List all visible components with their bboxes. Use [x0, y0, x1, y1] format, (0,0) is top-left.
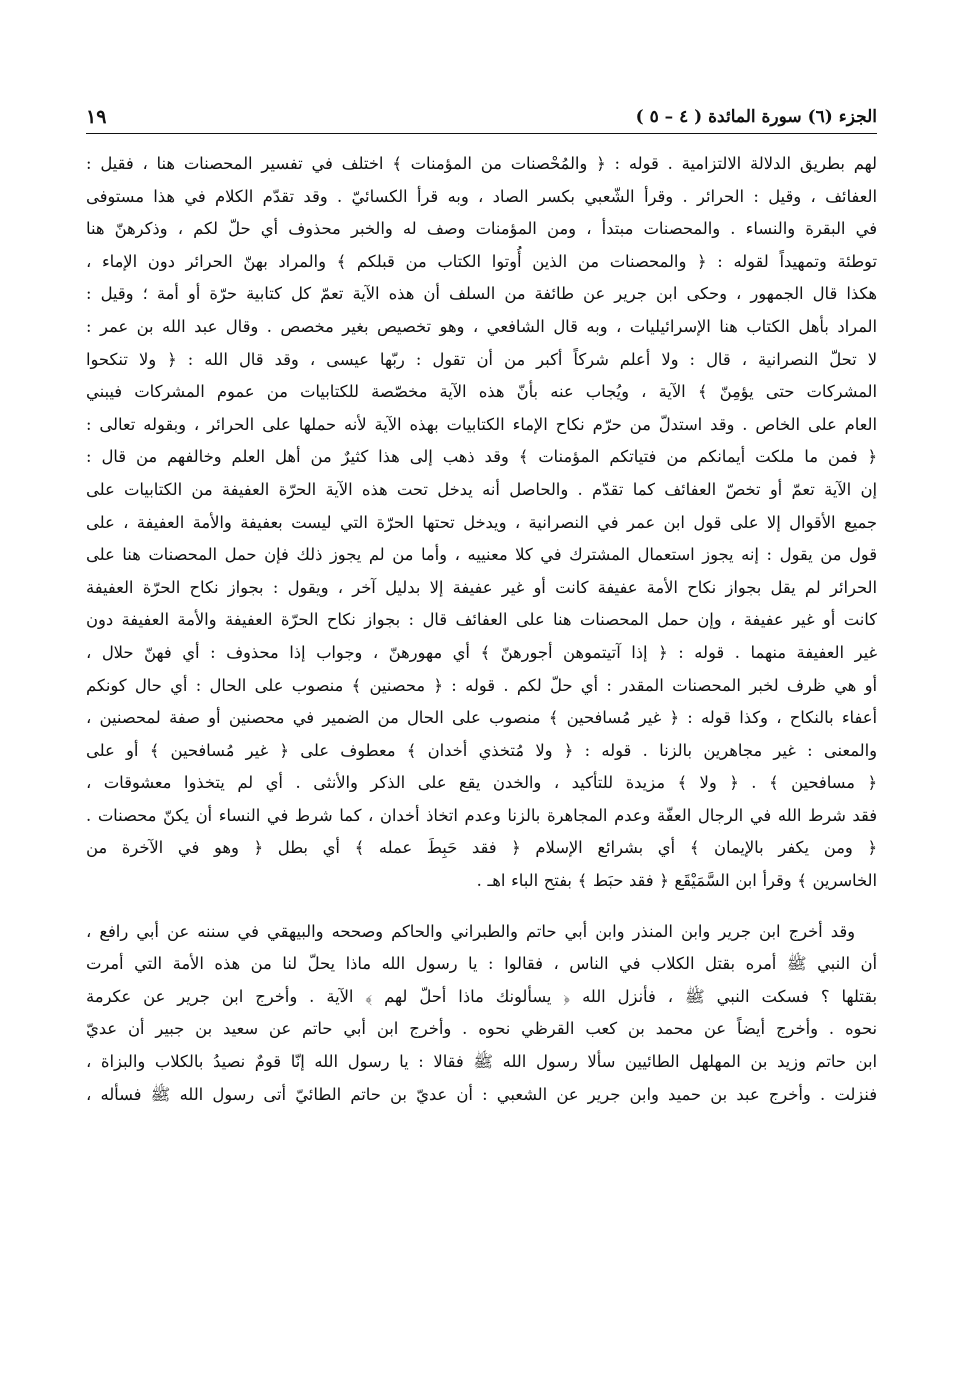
text-line: كانت أو غير عفيفة ، وإن حمل المحصنات هنا على العفائف قال : بجواز نكاح الحرّة العفيفة والأمة العفيفة دون: [86, 610, 877, 630]
text-line: والمعنى : غير مجاهرين بالزنا . قوله : ﴿ ولا مُتخذي أخدان ﴾ معطوف على ﴿ غير مُسافحين ﴾ أو على: [86, 740, 877, 760]
header-title: الجزء (٦) سورة المائدة ( ٤ – ٥ ): [635, 107, 877, 127]
text-line: توطئة وتمهيداً لقوله : ﴿ والمحصنات من الذين أُوتوا الكتاب من قبلكم ﴾ والمراد بهنّ الحرائر دون الإماء ،: [86, 251, 877, 271]
text-line: ﴿ مسافحين ﴾ . ﴿ ولا ﴾ مزيدة للتأكيد ، والخدن يقع على الذكر والأنثى . أي لم يتخذوا معشوقات ،: [86, 773, 877, 793]
page-number: ١٩: [86, 106, 107, 128]
text-line: في البقرة والنساء . والمحصنات مبتدأ ، ومن المؤمنات وصف له والخبر محذوف أي حلّ لكم ، وذكرهنّ هنا: [86, 219, 877, 239]
text-line: هكذا قال الجمهور ، وحكى ابن جرير عن طائفة من السلف أن هذه الآية تعمّ كل كتابية حرّة أو أمة ؛ وقيل :: [86, 284, 877, 304]
text-line: أن النبي ﷺ أمره بقتل الكلاب في الناس ، فقالوا : يا رسول الله ماذا يحلّ لنا من هذه الأمة التي أمرت: [86, 954, 877, 974]
text-line: غير العفيفة منهما . قوله : ﴿ إذا آتيتموهن أجورهنّ ﴾ أي مهورهنّ ، وجواب إذا محذوف : أي فهنّ حلال ،: [86, 642, 877, 662]
text-line: إن الآية تعمّ أو تخصّ العفائف كما تقدّم . والحاصل أنه يدخل تحت هذه الآية الحرّة العفيفة من الكتابيات على: [86, 479, 877, 499]
text-line: المشركات حتى يؤمِنّ ﴾ الآية ، ويُجاب عنه بأنّ هذه الآية مخصّصة للكتابيات من عموم المشركات فيبني: [86, 382, 877, 402]
header-rule: [86, 133, 877, 134]
text-line: قول من يقول : إنه يجوز استعمال المشترك في كلا معنييه ، وأما من لم يجوز ذلك فإن حمل المحصنات هنا على: [86, 545, 877, 565]
text-line: فقد شرط الله في الرجال العفّة وعدم المجاهرة بالزنا وعدم اتخاذ أخدان ، كما شرط في النساء أن يكنّ محصنات .: [86, 805, 877, 825]
text-line: لا تحلّ النصرانية ، قال : ولا أعلم شركاً أكبر من أن تقول : ربّها عيسى ، وقد قال الله : ﴿ ولا تنكحوا: [86, 349, 877, 369]
paragraph-gap: [86, 898, 877, 916]
text-line: الحرائر لم يقل بجواز نكاح الأمة عفيفة كانت أو غير عفيفة إلا بدليل آخر ، ويقول : بجواز نكاح الحرّة العفيفة: [86, 577, 877, 597]
text-line: أو هي ظرف لخبر المحصنات المقدر : أي حلّ لكم . قوله : ﴿ محصنين ﴾ منصوب على الحال : أي حال كونكم: [86, 675, 877, 695]
text-line: فنزلت . وأخرج عبد بن حميد وابن جرير عن الشعبي : أن عديّ بن حاتم الطائيّ أتى رسول الله ﷺ فسأله ،: [86, 1084, 877, 1104]
text-line: المراد بأهل الكتاب هنا الإسرائيليات ، وبه قال الشافعي ، وهو تخصيص بغير مخصص . وقال عبد الله بن عمر :: [86, 316, 877, 336]
paragraph-commentary: [86, 148, 877, 898]
text-line: الخاسرين ﴾ وقرأ ابن السَّمَيْقَع ﴿ فقد حبَط ﴾ بفتح الباء اهـ .: [476, 871, 877, 891]
running-header: [86, 96, 877, 128]
text-line: العام على الخاص . وقد استدلّ من حرّم نكاح الإماء الكتابيات بهذه الآية لأنه حملها على الحرائر ، وبقوله تعالى :: [86, 414, 877, 434]
text-line: أعفاء بالنكاح ، وكذا قوله : ﴿ غير مُسافحين ﴾ منصوب على الحال من الضمير في محصنين أو صفة لمحصنين ،: [86, 708, 877, 728]
text-line: جميع الأقوال إلا على قول ابن عمر في النصرانية ، ويدخل تحتها الحرّة التي ليست بعفيفة والأمة العفيفة ، على: [86, 512, 877, 532]
text-line: لهم بطريق الدلالة الالتزامية . قوله : ﴿ والمُحْصنات من المؤمنات ﴾ اختلف في تفسير المحصنات هنا ، فقيل :: [86, 154, 877, 173]
text-line: ﴿ فمن ما ملكت أيمانكم من فتياتكم المؤمنات ﴾ وقد ذهب إلى هذا كثيرٌ من أهل العلم وخالفهم من قال :: [86, 447, 877, 467]
text-line: وقد أخرج ابن جرير وابن المنذر وابن أبي حاتم والطبراني والحاكم وصححه والبيهقي في سننه عن أبي رافع ،: [86, 921, 855, 941]
text-line: بقتلها ؟ فسكت النبي ﷺ ، فأنزل الله ﴿ يسألونك ماذا أحلّ لهم ﴾ الآية . وأخرج ابن جرير عن عكرمة: [86, 986, 877, 1006]
text-line: ﴿ ومن يكفر بالإيمان ﴾ أي بشرائع الإسلام ﴿ فقد حَبِطَ عمله ﴾ أي بطل ﴿ وهو في الآخرة من: [86, 838, 877, 858]
text-line: ابن حاتم وزيد بن المهلهل الطائيين سألا رسول الله ﷺ فقالا : يا رسول الله إنّا قومٌ نصيدُ بالكلاب والبزاة ،: [86, 1052, 877, 1072]
text-line: نحوه . وأخرج أيضاً عن محمد بن كعب القرظي نحوه . وأخرج ابن أبي حاتم عن سعيد بن جبير أن عديّ: [86, 1019, 877, 1039]
body-text: [86, 148, 877, 1111]
text-line: العفائف ، وقيل : الحرائر . وقرأ الشّعبي بكسر الصاد ، وبه قرأ الكسائيّ . وقد تقدّم الكلام في هذا مستوفى: [86, 186, 877, 206]
paragraph-narrations: [86, 916, 877, 1112]
